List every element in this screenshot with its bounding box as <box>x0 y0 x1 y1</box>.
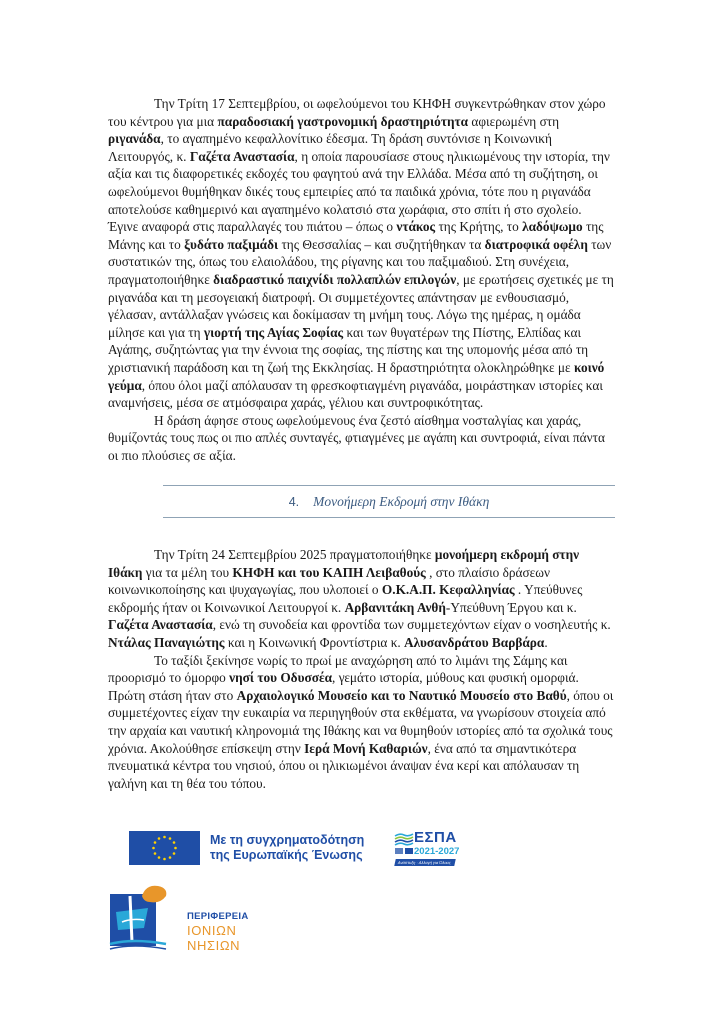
text: . <box>544 634 548 650</box>
espa-waves-icon <box>394 832 414 846</box>
region-name <box>187 911 248 953</box>
bold-text: νησί του Οδυσσέα <box>229 670 333 686</box>
text: , όπου οι συμμετέχοντες είχαν την ευκαιρία να περιηγηθούν στα εκθέματα, να γνωρίσουν στοιχεία από την αρχαία και ναυτική κληρονομιά της Ιθάκης και να θυμηθούν ιστορίες από τα σχολικά τους χρόνια. Ακολούθησε επίσκεψη στην <box>108 687 614 756</box>
bold-text: Ντάλας Παναγιώτης <box>108 634 225 650</box>
paragraph <box>108 546 615 652</box>
text: , ενώ τη συνοδεία και φροντίδα των συμμετεχόντων είχαν ο νοσηλευτής κ. <box>212 617 611 633</box>
text: για τα μέλη του <box>142 564 233 580</box>
bold-text: Γαζέτα Αναστασία <box>108 617 213 633</box>
heading-bottom-rule <box>163 517 615 518</box>
text: , ένα από τα σημαντικότερα πνευματικά κέντρα του νησιού, όπου οι ηλικιωμένοι άναψαν ένα κερί και απόλαυσαν τη γαλήνη και τη θέα του τόπου. <box>108 740 580 791</box>
heading-text <box>163 494 615 510</box>
text: της Κρήτης, το <box>435 219 523 235</box>
bold-text: ξυδάτο παξιμάδι <box>184 236 279 252</box>
bold-text: κοινό γεύμα <box>108 359 605 393</box>
text: , με ερωτήσεις σχετικές με τη ριγανάδα και τη μεσογειακή διατροφή. Οι συμμετέχοντες απάντησαν με ενθουσιασμό, γέλασαν, αντάλλαξαν γνώσεις και δοκίμασαν τη μνήμη τους. Λόγω της ημέρας, η ομάδα μίλησε και για τη <box>108 271 614 340</box>
text: της Θεσσαλίας – και συζητήθηκαν τα <box>278 236 485 252</box>
text: Η δράση άφησε στους ωφελούμενους ένα ζεστό αίσθημα νοσταλγίας και χαράς, θυμίζοντάς τους πως οι πιο απλές συνταγές, φτιαγμένες με αγάπη και συντροφιά, είναι πάντα οι πιο πλούσιες σε αξία. <box>108 412 605 463</box>
region-line1: ΠΕΡΙΦΕΡΕΙΑ <box>187 911 249 922</box>
bold-text: Ιερά Μονή Καθαριών <box>304 740 428 756</box>
paragraph <box>108 412 615 465</box>
text: αφιερωμένη στη <box>468 113 560 129</box>
flags-icon <box>395 848 413 854</box>
bold-text: Αρχαιολογικό Μουσείο και το Ναυτικό Μουσείο στο Βαθύ <box>236 687 567 703</box>
espa-years: 2021-2027 <box>414 846 460 857</box>
bold-text: Αρβανιτάκη Ανθή <box>344 599 446 615</box>
espa-band <box>394 859 455 866</box>
eu-flag-icon <box>129 831 200 865</box>
espa-logo <box>392 829 462 869</box>
bold-text: μονοήμερη εκδρομή στην Ιθάκη <box>108 547 580 580</box>
bold-text: Γαζέτα Αναστασία <box>189 148 295 164</box>
heading-number: 4. <box>288 495 300 509</box>
bold-text: διαδραστικό παιχνίδι πολλαπλών επιλογών <box>213 271 457 287</box>
bold-text: Αλυσανδράτου Βαρβάρα <box>404 634 545 650</box>
paragraph <box>108 95 615 412</box>
ionian-islands-logo-icon <box>108 882 168 954</box>
heading-top-rule <box>163 485 615 486</box>
bold-text: παραδοσιακή γαστρονομική δραστηριότητα <box>217 113 469 129</box>
eu-text-line2: της Ευρωπαϊκής Ένωσης <box>210 848 363 862</box>
bold-text: γιορτή της Αγίας Σοφίας <box>203 324 344 340</box>
text: και των θυγατέρων της Πίστης, Ελπίδας και Αγάπης, συζητώντας για την έννοια της σοφίας, της πίστης και της υπομονής μέσα από τη χριστιανική παράδοση και τη ζωή της Εκκλησίας. Η δραστηριότητα ολοκληρώθηκε με <box>108 324 589 375</box>
text: , όπου όλοι μαζί απόλαυσαν τη φρεσκοφτιαγμένη ριγανάδα, μοιράστηκαν ιστορίες και αναμνήσεις, μέσα σε ατμόσφαιρα χαράς, γέλιου και συντροφικότητας. <box>108 377 603 411</box>
text: , η οποία παρουσίασε στους ηλικιωμένους την ιστορία, την αξία και τις διαφορετικές εκδοχές του φαγητού ανά την Ελλάδα. Μέσα από τη συζήτηση, οι ωφελούμενοι θυμήθηκαν δικές τους εμπειρίες από τα παιδικά χρόνια, τότε που η ριγανάδα αποτελούσε καθημερινό και αγαπημένο κολατσιό στα χωράφια, στο σπίτι ή στο σχολείο. Έγινε αναφορά στις παραλλαγές του πιάτου – όπως ο <box>108 148 610 235</box>
text: της Μάνης και το <box>108 219 604 252</box>
text: Την Τρίτη 24 Σεπτεμβρίου 2025 πραγματοποιήθηκε <box>154 547 435 562</box>
text: και η Κοινωνική Φροντίστρια κ. <box>224 634 405 650</box>
text: -Υπεύθυνη Έργου και κ. <box>445 599 577 615</box>
bold-text: ριγανάδα <box>108 131 161 147</box>
region-line2: ΙΟΝΙΩΝ <box>187 923 237 938</box>
bold-text: ντάκος <box>396 219 436 235</box>
espa-band-text: Ανάπτυξη · Αλλαγή για Όλους <box>397 860 452 865</box>
text: . Υπεύθυνες εκδρομής ήταν οι Κοινωνικοί Λειτουργοί κ. <box>108 582 583 615</box>
heading-title: Μονοήμερη Εκδρομή στην Ιθάκη <box>313 494 490 509</box>
text: Το ταξίδι ξεκίνησε νωρίς το πρωί με αναχώρηση από το λιμάνι της Σάμης και προορισμό το όμορφο <box>108 652 568 686</box>
section-3-body <box>108 95 615 464</box>
bold-text: ΚΗΦΗ και του ΚΑΠΗ Λειβαθούς <box>232 564 426 580</box>
section-4-body <box>108 546 615 792</box>
bold-text: λαδόψωμο <box>522 219 583 235</box>
text: των συστατικών της, όπως του ελαιολάδου, της ρίγανης και του παξιμαδιού. Στη συνέχεια, πραγματοποιήθηκε <box>108 236 612 287</box>
eu-text-line1: Με τη συγχρηματοδότηση <box>210 833 365 847</box>
espa-title: ΕΣΠΑ <box>414 829 457 846</box>
text: , στο πλαίσιο δράσεων κοινωνικοποίησης και ψυχαγωγίας, που υλοποιεί ο <box>108 564 551 598</box>
text: Την Τρίτη 17 Σεπτεμβρίου, οι ωφελούμενοι του ΚΗΦΗ συγκεντρώθηκαν στον χώρο του κέντρου για μια <box>108 96 606 129</box>
text: , το αγαπημένο κεφαλλονίτικο έδεσμα. Τη δράση συντόνισε η Κοινωνική Λειτουργός, κ. <box>108 131 552 164</box>
eu-cofunding-text <box>210 833 364 863</box>
paragraph <box>108 652 615 793</box>
region-line3: ΝΗΣΙΩΝ <box>187 938 241 953</box>
bold-text: Ο.Κ.Α.Π. Κεφαλληνίας <box>381 582 515 598</box>
section-4-heading <box>163 484 615 518</box>
text: , γεμάτο ιστορία, μύθους και φυσική ομορφιά. Πρώτη στάση ήταν στο <box>108 670 579 703</box>
bold-text: διατροφικά οφέλη <box>484 236 588 252</box>
